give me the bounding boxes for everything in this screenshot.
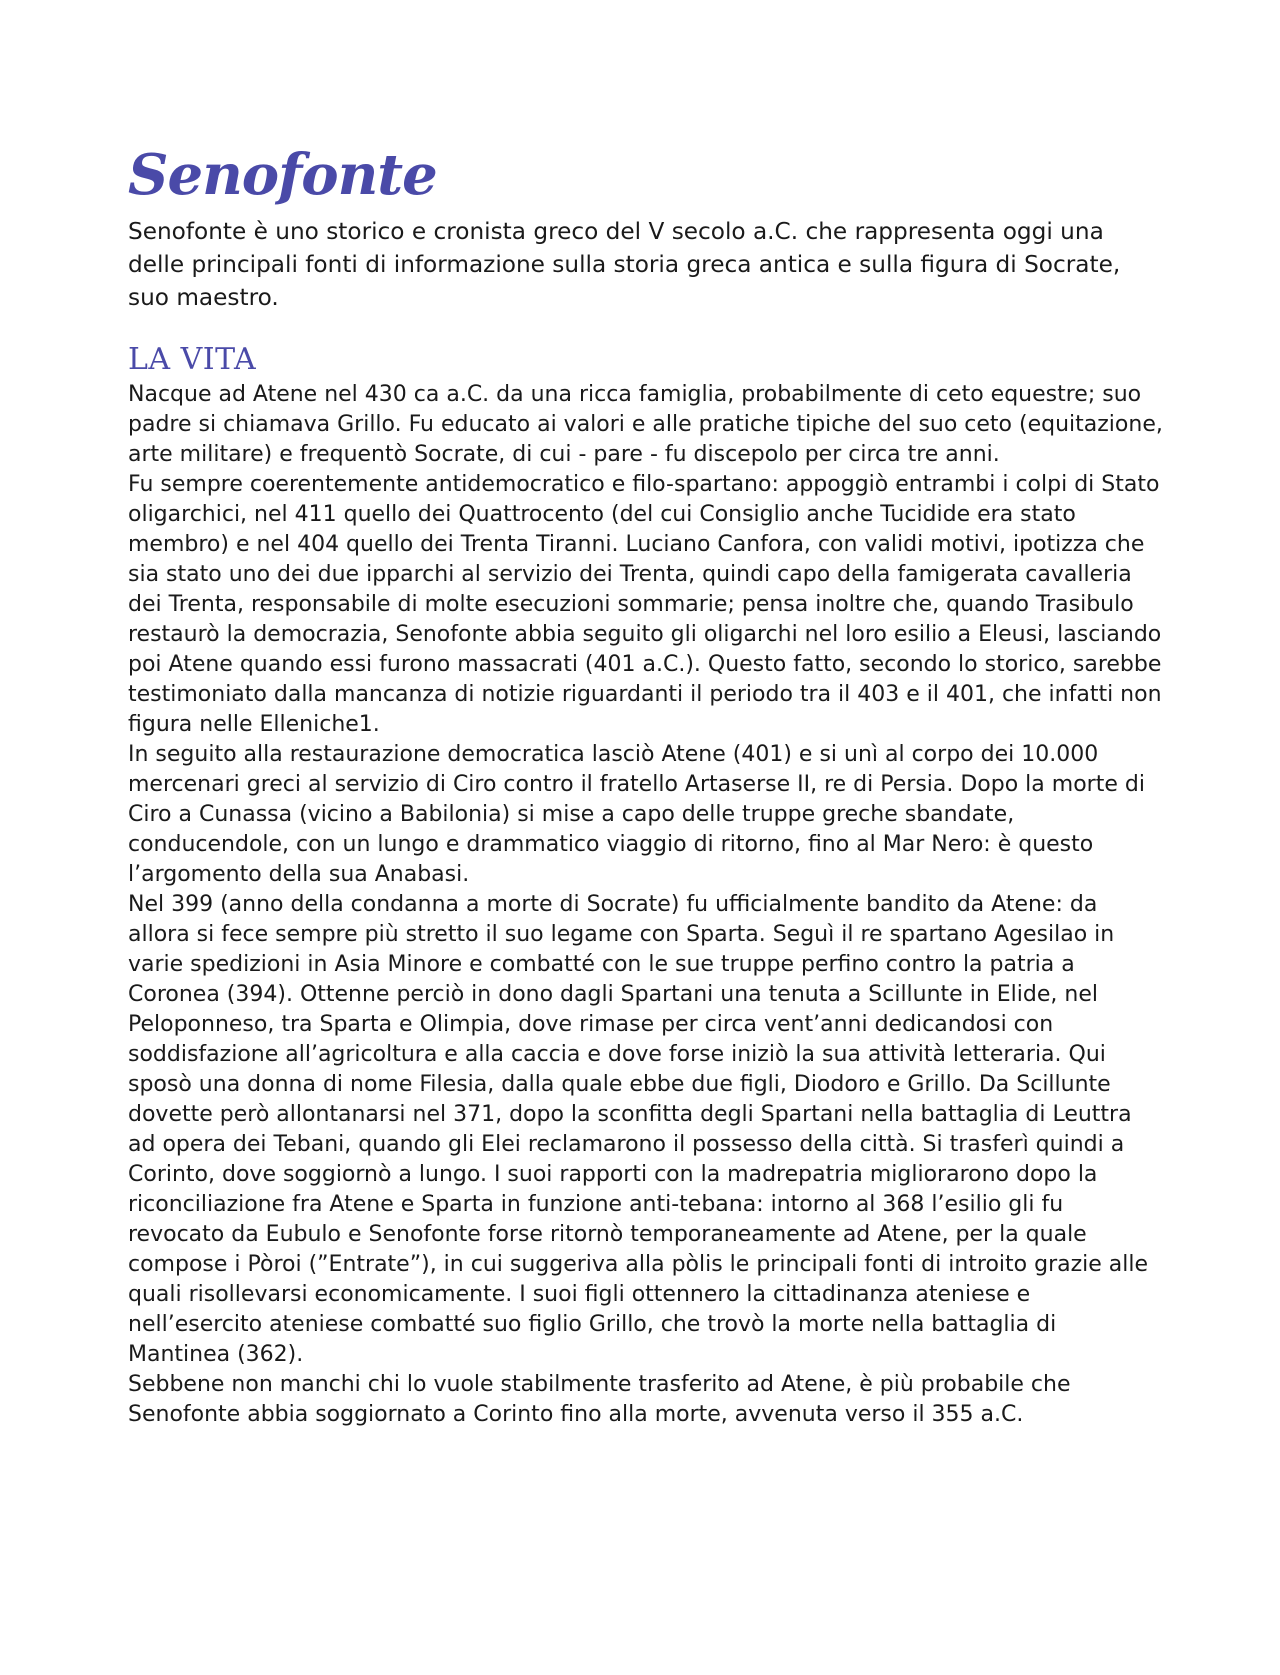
intro-paragraph: Senofonte è uno storico e cronista greco del V secolo a.C. che rappresenta oggi una delle principali fonti di informazione sulla storia greca antica e sulla figura di Socrate, suo maestro. [128,218,1121,311]
section-body [128,380,1163,1430]
paragraph-politica: Fu sempre coerentemente antidemocratico e filo-spartano: appoggiò entrambi i colpi di Stato oligarchici, nel 411 quello dei Quattrocento (del cui Consiglio anche Tucidide era stato membro) e nel 404 quello dei Trenta Tiranni. Luciano Canfora, con validi motivi, ipotizza che sia stato uno dei due ipparchi al servizio dei Trenta, quindi capo della famigerata cavalleria dei Trenta, responsabile di molte esecuzioni sommarie; pensa inoltre che, quando Trasibulo restaurò la democrazia, Senofonte abbia seguito gli oligarchi nel loro esilio a Eleusi, lasciando poi Atene quando essi furono massacrati (401 a.C.). Questo fatto, secondo lo storico, sarebbe testimoniato dalla mancanza di notizie riguardanti il periodo tra il 403 e il 401, che infatti non figura nelle Elleniche1. [128,472,1162,737]
paragraph-anabasi: In seguito alla restaurazione democratica lasciò Atene (401) e si unì al corpo dei 10.000 mercenari greci al servizio di Ciro contro il fratello Artaserse II, re di Persia. Dopo la morte di Ciro a Cunassa (vicino a Babilonia) si mise a capo delle truppe greche sbandate, conducendole, con un lungo e drammatico viaggio di ritorno, fino al Mar Nero: è questo l’argomento della sua Anabasi. [128,742,1145,887]
document-title: Senofonte [128,142,437,208]
section-heading-la-vita: LA VITA [128,342,257,377]
paragraph-esilio: Nel 399 (anno della condanna a morte di Socrate) fu ufficialmente bandito da Atene: da allora si fece sempre più stretto il suo legame con Sparta. Seguì il re spartano Agesilao in varie spedizioni in Asia Minore e combatté con le sue truppe perfino contro la patria a Coronea (394). Ottenne perciò in dono dagli Spartani una tenuta a Scillunte in Elide, nel Peloponneso, tra Sparta e Olimpia, dove rimase per circa vent’anni dedicandosi con soddisfazione all’agricoltura e alla caccia e dove forse iniziò la sua attività letteraria. Qui sposò una donna di nome Filesia, dalla quale ebbe due figli, Diodoro e Grillo. Da Scillunte dovette però allontanarsi nel 371, dopo la sconfitta degli Spartani nella battaglia di Leuttra ad opera dei Tebani, quando gli Elei reclamarono il possesso della città. Si trasferì quindi a Corinto, dove soggiornò a lungo. I suoi rapporti con la madrepatria migliorarono dopo la riconciliazione fra Atene e Sparta in funzione anti-tebana: intorno al 368 l’esilio gli fu revocato da Eubulo e Senofonte forse ritornò temporaneamente ad Atene, per la quale compose i Pòroi (”Entrate”), in cui suggeriva alla pòlis le principali fonti di introito grazie alle quali risollevarsi economicamente. I suoi figli ottennero la cittadinanza ateniese e nell’esercito ateniese combatté suo figlio Grillo, che trovò la morte nella battaglia di Mantinea (362). [128,892,1149,1367]
paragraph-morte: Sebbene non manchi chi lo vuole stabilmente trasferito ad Atene, è più probabile che Senofonte abbia soggiornato a Corinto fino alla morte, avvenuta verso il 355 a.C. [128,1372,1071,1427]
paragraph-nascita: Nacque ad Atene nel 430 ca a.C. da una ricca famiglia, probabilmente di ceto equestre; suo padre si chiamava Grillo. Fu educato ai valori e alle pratiche tipiche del suo ceto (equitazione, arte militare) e frequentò Socrate, di cui - pare - fu discepolo per circa tre anni. [128,382,1163,467]
document-page [128,135,1163,1430]
